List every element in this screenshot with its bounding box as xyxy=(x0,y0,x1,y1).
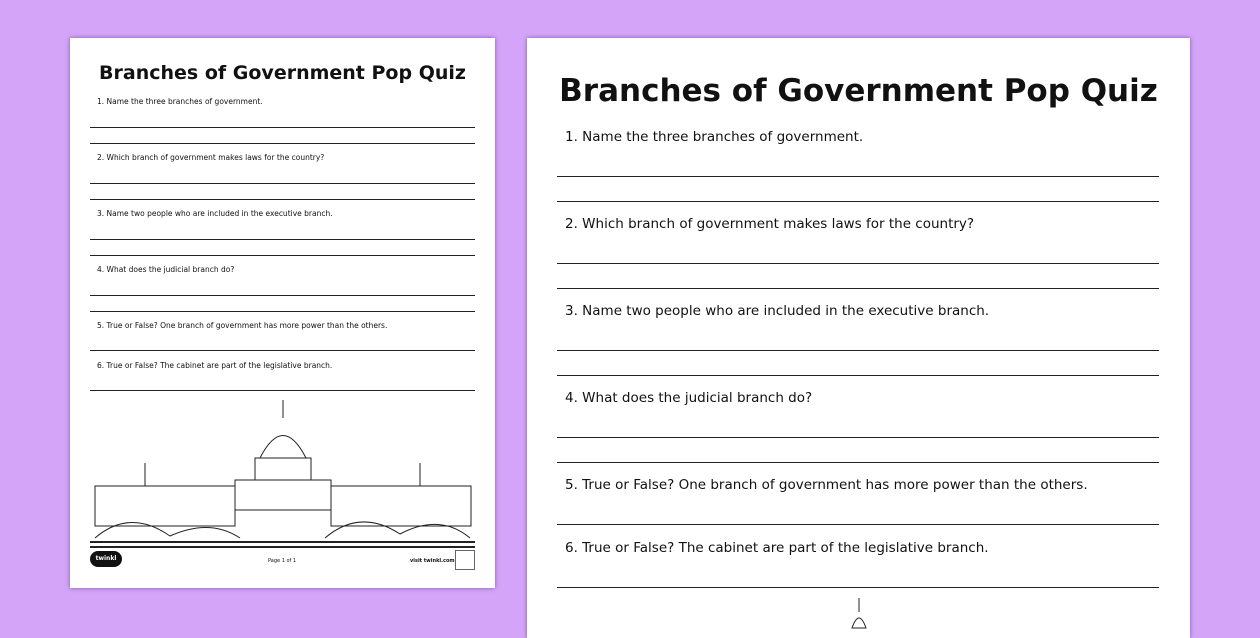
worksheet-preview-large xyxy=(527,38,1190,638)
answer-line xyxy=(557,201,1159,202)
twinkl-logo: twinkl xyxy=(90,551,122,567)
question-5: 5. True or False? One branch of government has more power than the others. xyxy=(97,321,388,330)
answer-line xyxy=(557,524,1159,525)
worksheet-title: Branches of Government Pop Quiz xyxy=(99,62,466,84)
question-2: 2. Which branch of government makes laws for the country? xyxy=(565,216,975,232)
answer-line xyxy=(90,199,475,200)
answer-line xyxy=(557,375,1159,376)
answer-line xyxy=(90,127,475,128)
question-4: 4. What does the judicial branch do? xyxy=(565,390,813,406)
answer-line xyxy=(90,350,475,351)
answer-line xyxy=(90,390,475,391)
question-4: 4. What does the judicial branch do? xyxy=(97,265,235,274)
answer-line xyxy=(557,462,1159,463)
answer-line xyxy=(90,311,475,312)
question-6: 6. True or False? The cabinet are part of the legislative branch. xyxy=(97,361,333,370)
capitol-dome-illustration xyxy=(849,598,869,638)
answer-line xyxy=(90,143,475,144)
answer-line xyxy=(557,587,1159,588)
page-number: Page 1 of 1 xyxy=(268,558,297,564)
question-5: 5. True or False? One branch of government has more power than the others. xyxy=(565,477,1088,493)
capitol-building-illustration xyxy=(90,398,475,543)
answer-line xyxy=(90,183,475,184)
twinkl-badge-icon xyxy=(455,550,475,570)
answer-line xyxy=(557,176,1159,177)
answer-line xyxy=(557,263,1159,264)
question-3: 3. Name two people who are included in the executive branch. xyxy=(97,209,333,218)
answer-line xyxy=(90,295,475,296)
worksheet-title: Branches of Government Pop Quiz xyxy=(559,73,1158,109)
worksheet-preview-small xyxy=(70,38,495,588)
question-1: 1. Name the three branches of government. xyxy=(565,129,864,145)
footer-divider xyxy=(90,546,475,548)
answer-line xyxy=(90,255,475,256)
question-2: 2. Which branch of government makes laws for the country? xyxy=(97,153,325,162)
answer-line xyxy=(557,288,1159,289)
question-6: 6. True or False? The cabinet are part of the legislative branch. xyxy=(565,540,989,556)
answer-line xyxy=(557,350,1159,351)
answer-line xyxy=(90,239,475,240)
question-3: 3. Name two people who are included in the executive branch. xyxy=(565,303,990,319)
answer-line xyxy=(557,437,1159,438)
question-1: 1. Name the three branches of government. xyxy=(97,97,263,106)
website-link: visit twinkl.com xyxy=(410,558,455,564)
